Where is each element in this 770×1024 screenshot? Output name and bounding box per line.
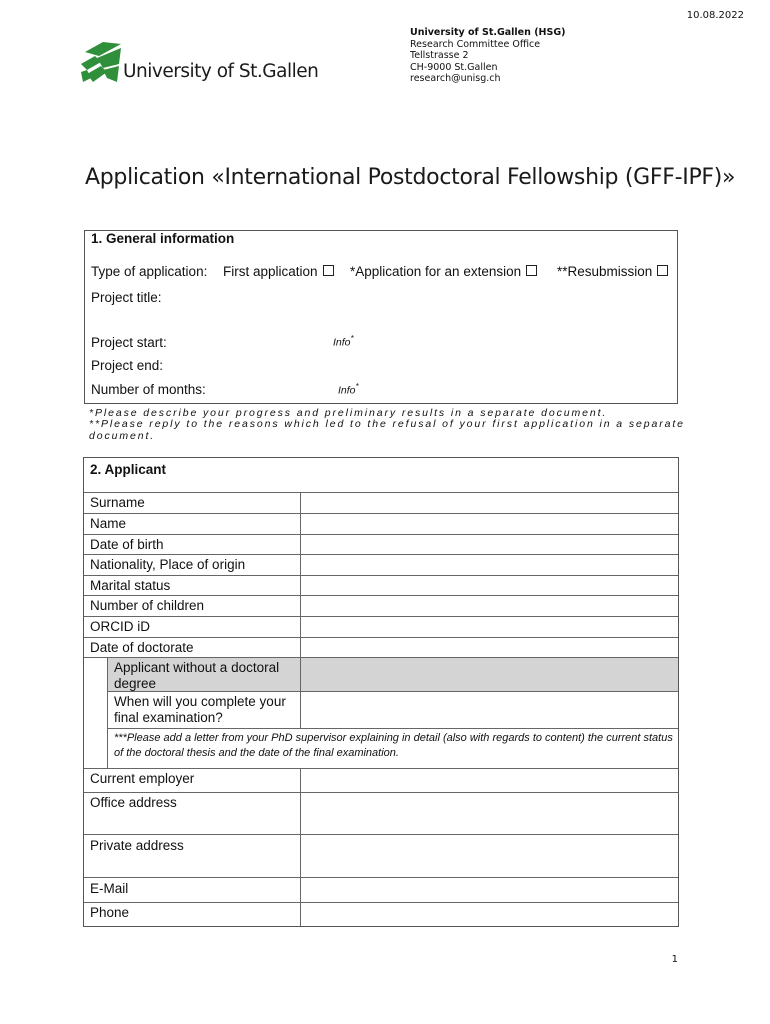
info-text: Info bbox=[338, 384, 356, 397]
marital-status-label: Marital status bbox=[90, 578, 171, 593]
current-employer-label: Current employer bbox=[90, 771, 195, 786]
university-logo-icon bbox=[81, 42, 121, 84]
number-of-children-label: Number of children bbox=[90, 598, 205, 613]
resubmission-checkbox[interactable] bbox=[657, 265, 668, 276]
first-application-checkbox[interactable] bbox=[323, 265, 334, 276]
current-employer-input[interactable] bbox=[301, 769, 678, 792]
final-examination-label: When will you complete your final examination? bbox=[114, 694, 286, 725]
surname-label: Surname bbox=[90, 495, 145, 510]
document-date: 10.08.2022 bbox=[686, 10, 744, 21]
address-line-4: CH-9000 St.Gallen bbox=[410, 61, 498, 73]
resubmission-label: **Resubmission bbox=[557, 264, 653, 279]
office-address-label: Office address bbox=[90, 795, 177, 810]
section2-heading: 2. Applicant bbox=[90, 462, 167, 477]
address-email: research@unisg.ch bbox=[410, 73, 501, 84]
private-address-input[interactable] bbox=[301, 835, 678, 877]
note-extension: *Please describe your progress and preliminary results in a separate document. bbox=[89, 407, 608, 419]
phone-label: Phone bbox=[90, 905, 130, 920]
orcid-input[interactable] bbox=[301, 617, 678, 637]
resubmission-option[interactable] bbox=[557, 264, 668, 279]
date-of-birth-input[interactable] bbox=[301, 535, 678, 554]
address-line-2: Research Committee Office bbox=[410, 38, 541, 50]
number-of-children-input[interactable] bbox=[301, 596, 678, 616]
logo-text: University of St.Gallen bbox=[123, 61, 319, 82]
general-information-box bbox=[84, 230, 678, 404]
date-of-doctorate-input[interactable] bbox=[301, 638, 678, 657]
extension-option[interactable] bbox=[350, 264, 537, 279]
applicant-table bbox=[83, 457, 679, 927]
project-end-label: Project end: bbox=[91, 358, 164, 373]
first-application-option[interactable] bbox=[223, 264, 334, 279]
page-number: 1 bbox=[671, 954, 678, 965]
page-title: Application «International Postdoctoral Fellowship (GFF-IPF)» bbox=[85, 165, 736, 190]
date-of-birth-label: Date of birth bbox=[90, 537, 164, 552]
address-block bbox=[410, 27, 565, 85]
email-input[interactable] bbox=[301, 878, 678, 902]
address-line-1: University of St.Gallen (HSG) bbox=[410, 27, 566, 38]
project-title-label: Project title: bbox=[91, 290, 162, 305]
number-of-months-info: Info* bbox=[338, 382, 359, 397]
name-input[interactable] bbox=[301, 514, 678, 534]
address-line-3: Tellstrasse 2 bbox=[410, 50, 469, 61]
phd-supervisor-note: ***Please add a letter from your PhD supervisor explaining in detail (also with regards to content) the current status of the doctoral thesis and the date of the final examination. bbox=[114, 732, 673, 759]
surname-input[interactable] bbox=[301, 493, 678, 513]
nationality-input[interactable] bbox=[301, 555, 678, 575]
email-label: E-Mail bbox=[90, 881, 129, 896]
nationality-label: Nationality, Place of origin bbox=[90, 557, 246, 572]
private-address-label: Private address bbox=[90, 838, 184, 853]
date-of-doctorate-label: Date of doctorate bbox=[90, 640, 194, 655]
phone-input[interactable] bbox=[301, 903, 678, 926]
office-address-input[interactable] bbox=[301, 793, 678, 834]
without-doctoral-label: Applicant without a doctoral degree bbox=[114, 660, 280, 691]
number-of-months-label: Number of months: bbox=[91, 382, 206, 397]
extension-label: *Application for an extension bbox=[350, 264, 522, 279]
info-text: Info bbox=[333, 336, 351, 349]
name-label: Name bbox=[90, 516, 127, 531]
first-application-label: First application bbox=[223, 264, 318, 279]
application-type-label: Type of application: bbox=[91, 264, 208, 279]
extension-checkbox[interactable] bbox=[526, 265, 537, 276]
project-start-label: Project start: bbox=[91, 335, 167, 350]
marital-status-input[interactable] bbox=[301, 576, 678, 595]
orcid-label: ORCID iD bbox=[90, 619, 150, 634]
project-start-info: Info* bbox=[333, 334, 354, 349]
note-resubmission: **Please reply to the reasons which led to the refusal of your first application in a separate document. bbox=[89, 418, 685, 442]
section1-heading: 1. General information bbox=[91, 231, 235, 246]
final-examination-input[interactable] bbox=[301, 692, 678, 728]
